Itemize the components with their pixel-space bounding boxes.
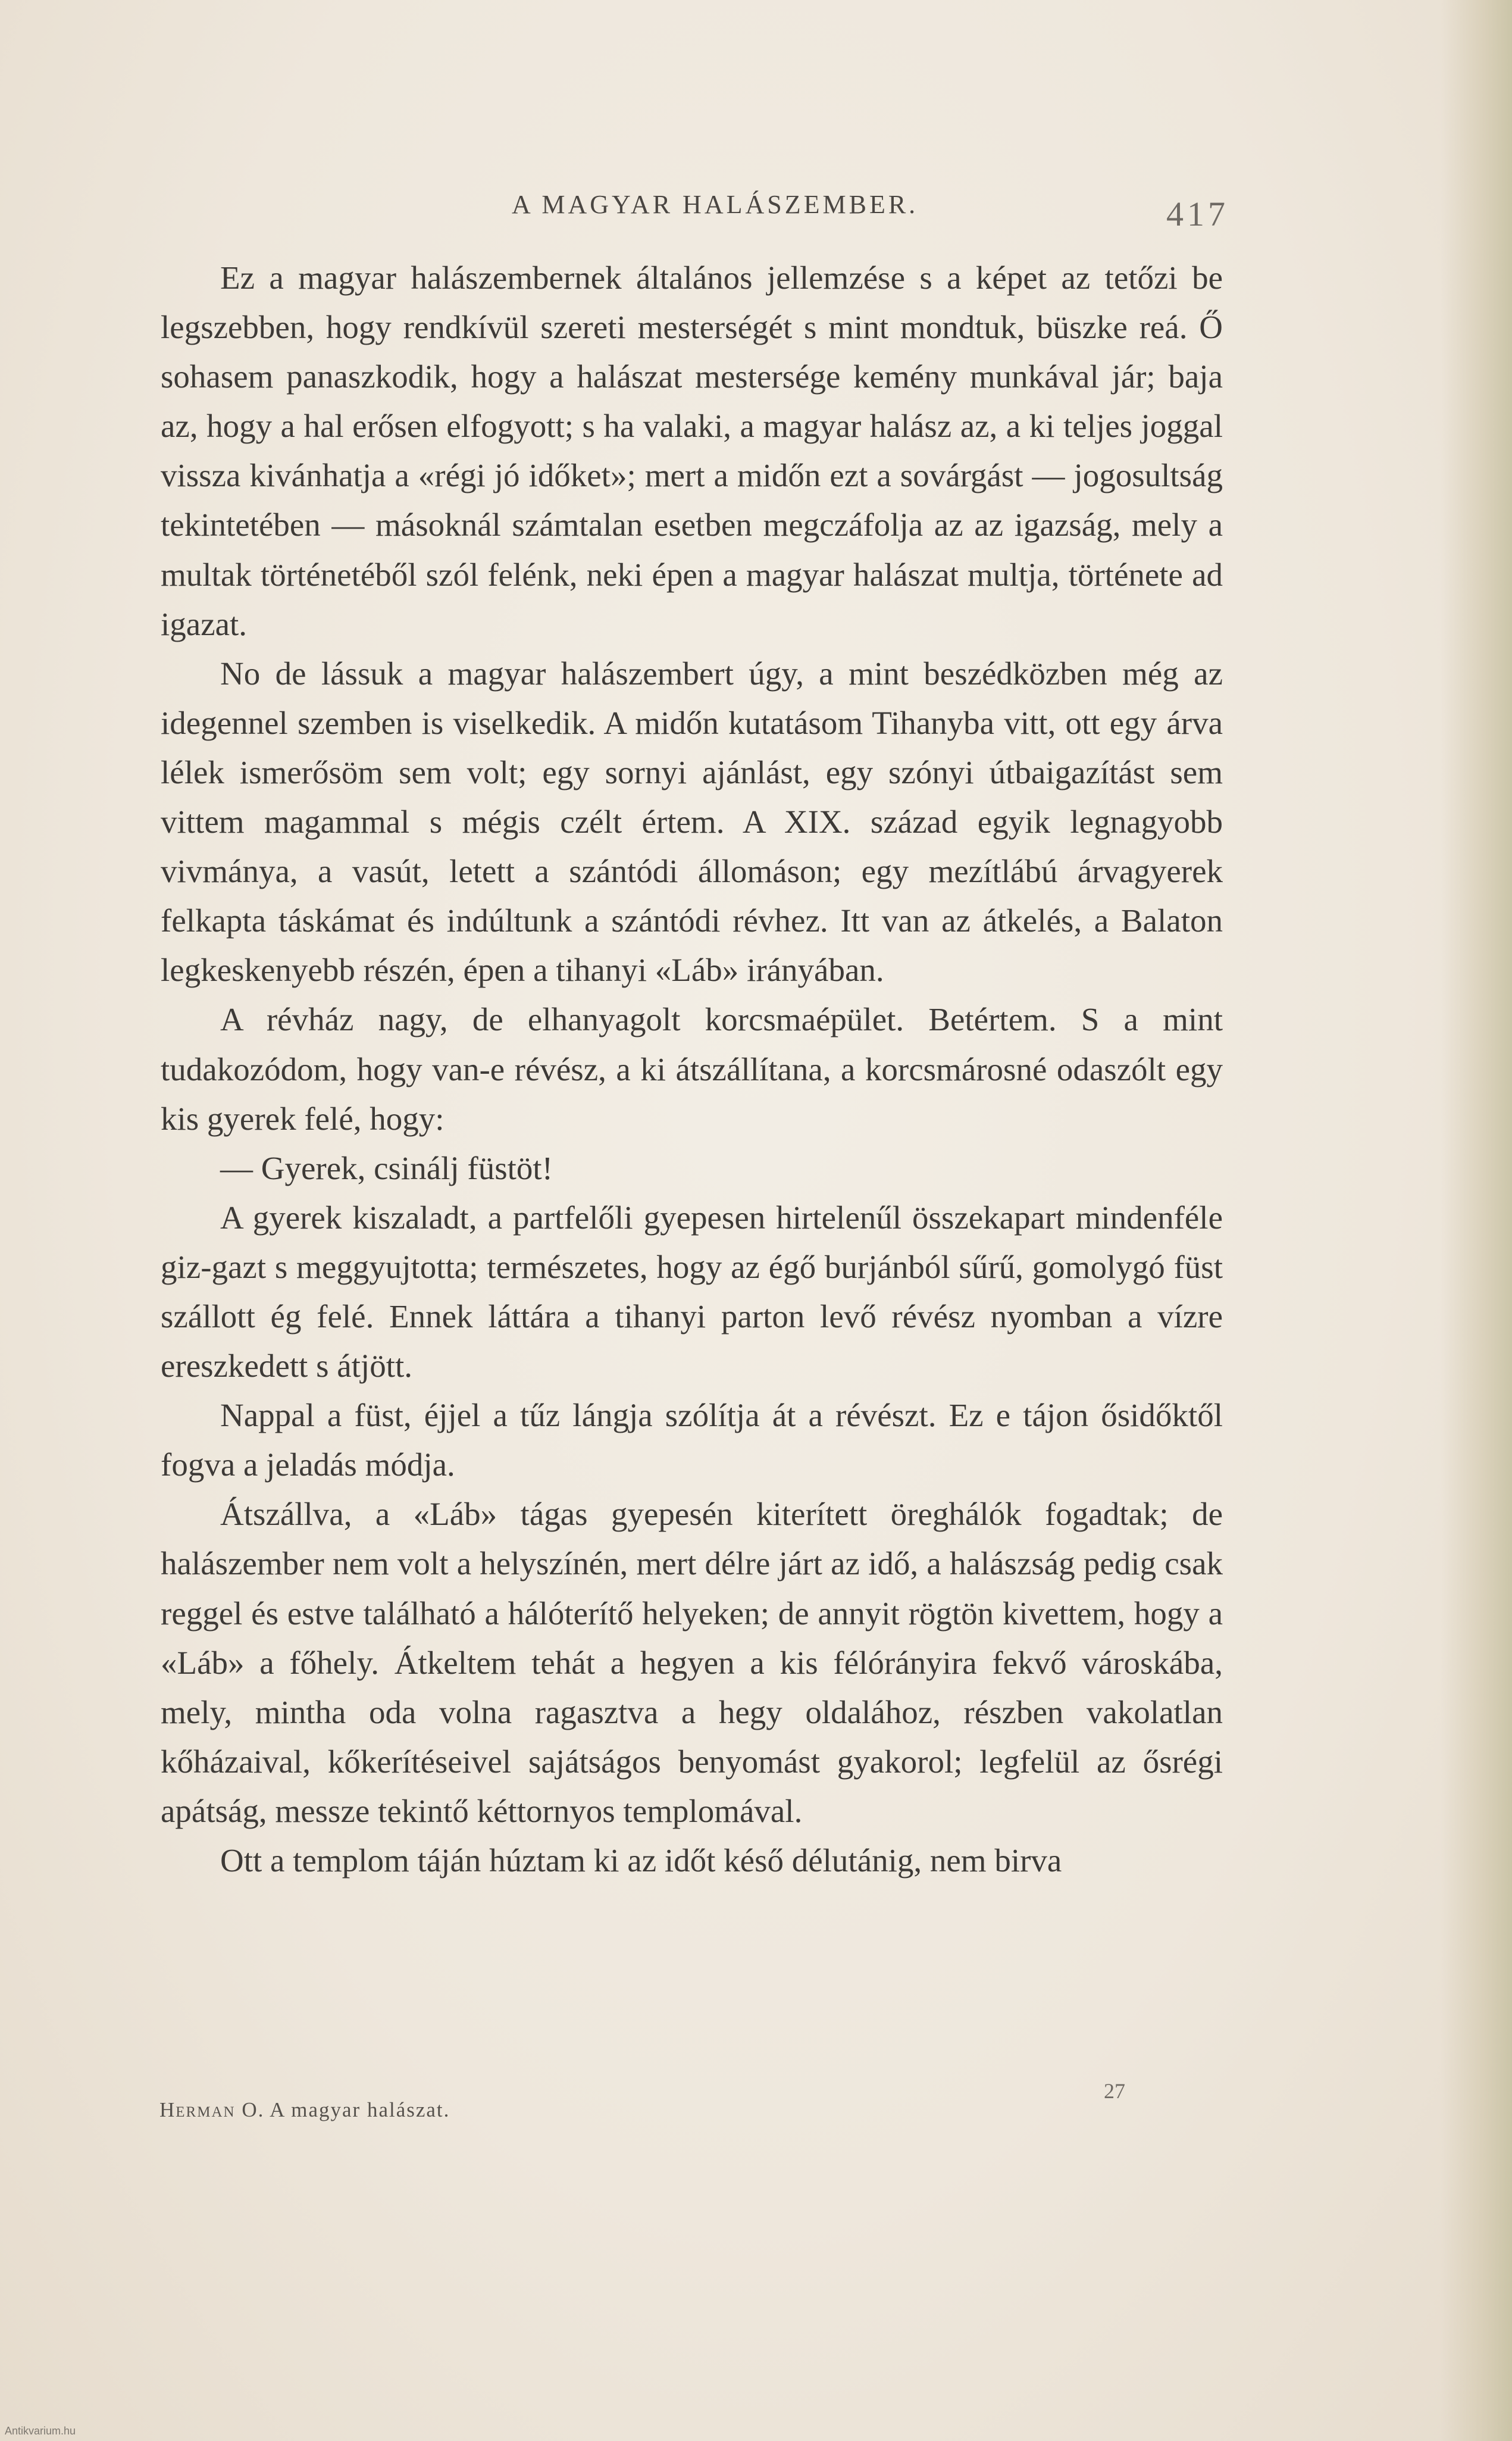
paragraph-5: A gyerek kiszaladt, a partfelőli gyepesen hirtelenűl összekapart mindenféle giz-gazt s meggyujtotta; természetes, hogy az égő burjánból sűrű, gomolygó füst szállott ég felé. Ennek láttára a tihanyi parton levő révész nyomban a vízre ereszkedett s átjött. xyxy=(161,1199,1223,1384)
body-text xyxy=(161,253,1223,1885)
paragraph-1: Ez a magyar halászembernek általános jellemzése s a képet az tetőzi be legszebben, hogy rendkívül szereti mesterségét s mint mondtuk, büszke reá. Ő sohasem panaszkodik, hogy a halászat mestersége kemény munkával jár; baja az, hogy a hal erősen elfogyott; s ha valaki, a magyar halász az, a ki teljes joggal vissza kivánhatja a «régi jó időket»; mert a midőn ezt a sovárgást — jogosultság tekintetében — másoknál számtalan esetben megczáfolja az az igazság, mely a multak történetéből szól felénk, neki épen a magyar halászat multja, története ad igazat. xyxy=(161,260,1223,642)
page-number: 417 xyxy=(1166,195,1229,233)
footer-book-title: O. A magyar halászat. xyxy=(235,2098,450,2121)
running-title: A MAGYAR HALÁSZEMBER. xyxy=(512,190,919,219)
paragraph-3: A révház nagy, de elhanyagolt korcsmaépület. Betértem. S a mint tudakozódom, hogy van-e révész, a ki átszállítana, a korcsmárosné odaszólt egy kis gyerek felé, hogy: xyxy=(161,1001,1223,1137)
page-edge-shading xyxy=(1441,0,1512,2441)
paragraph-8: Ott a templom táján húztam ki az időt késő délutánig, nem birva xyxy=(220,1842,1062,1879)
signature-mark: 27 xyxy=(1104,2079,1125,2103)
paragraph-6: Nappal a füst, éjjel a tűz lángja szólítja át a révészt. Ez e tájon ősidőktől fogva a jeladás módja. xyxy=(161,1397,1223,1483)
paragraph-7: Átszállva, a «Láb» tágas gyepesén kiterített öreghálók fogadtak; de halászember nem volt a helyszínén, mert délre járt az idő, a halászság pedig csak reggel és estve található a hálóterítő helyeken; de annyit rögtön kivettem, hogy a «Láb» a főhely. Átkeltem tehát a hegyen a kis félórányira fekvő városkába, mely, mintha oda volna ragasztva a hegy oldalához, részben vakolatlan kőházaival, kőkerítéseivel sajátságos benyomást gyakorol; legfelül az ősrégi apátság, messze tekintő kéttornyos templomával. xyxy=(161,1496,1223,1829)
signature-line xyxy=(159,2098,450,2122)
paragraph-2: No de lássuk a magyar halászembert úgy, a mint beszédközben még az idegennel szemben is viselkedik. A midőn kutatásom Tihanyba vitt, ott egy árva lélek ismerősöm sem volt; egy sornyi ajánlást, egy szónyi útbaigazítást sem vittem magammal s mégis czélt értem. A XIX. század egyik legnagyobb vivmánya, a vasút, letett a szántódi állomáson; egy mezítlábú árvagyerek felkapta táskámat és indúltunk a szántódi révhez. Itt van az átkelés, a Balaton legkeskenyebb részén, épen a tihanyi «Láb» irányában. xyxy=(161,655,1223,989)
footer-author-name: Herman xyxy=(159,2098,236,2121)
paragraph-dialogue: — Gyerek, csinálj füstöt! xyxy=(220,1149,553,1186)
watermark: Antikvarium.hu xyxy=(5,2425,76,2437)
